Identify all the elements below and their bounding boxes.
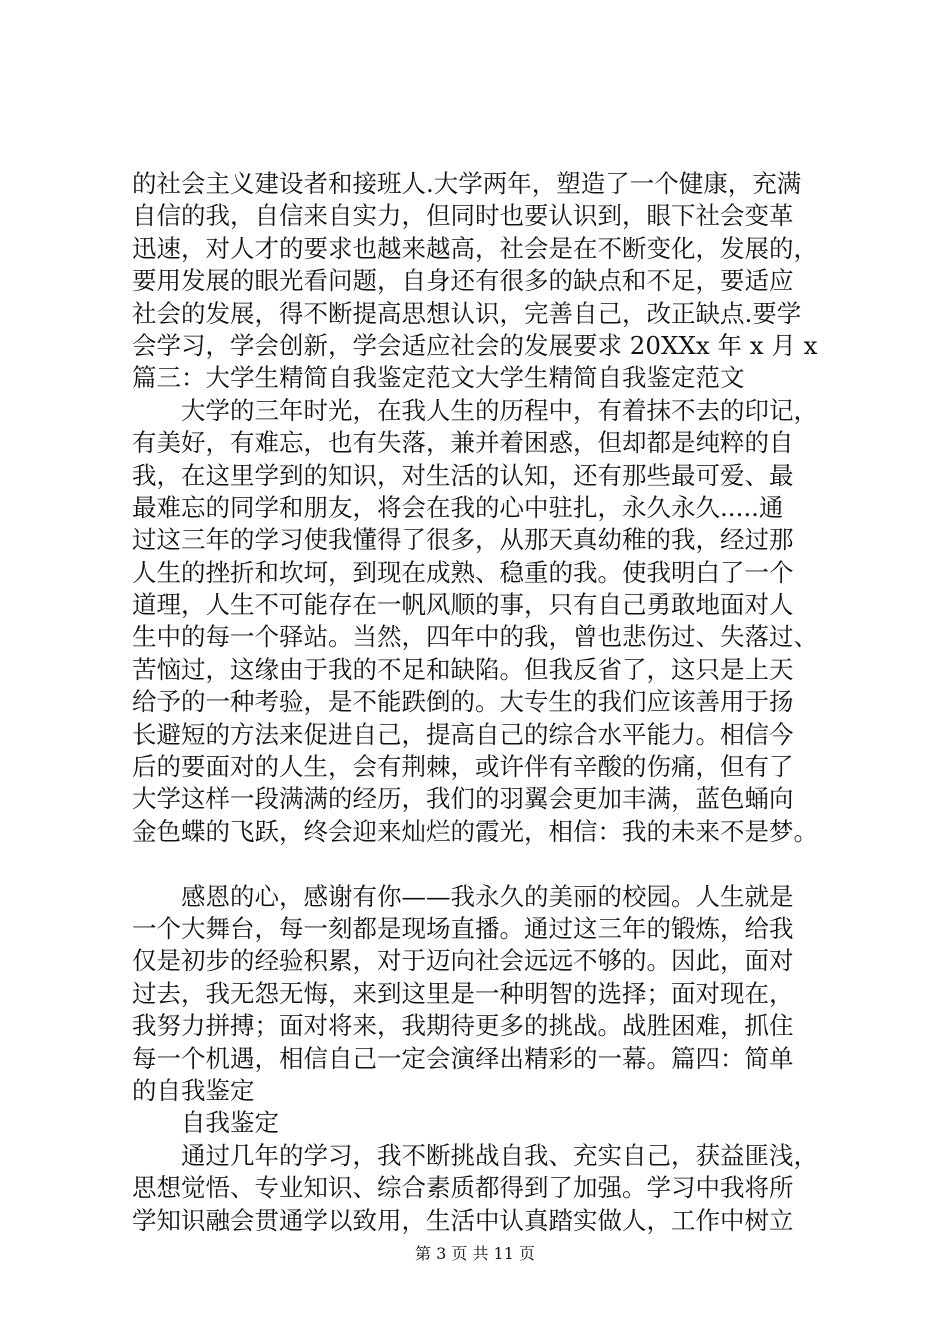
text-line: 过去，我无怨无悔，来到这里是一种明智的选择；面对现在，	[132, 978, 794, 1008]
text-line: 篇三：大学生精简自我鉴定范文大学生精简自我鉴定范文	[132, 363, 745, 393]
text-line: 一个大舞台，每一刻都是现场直播。通过这三年的锻炼，给我	[132, 913, 794, 943]
text-line: 我，在这里学到的知识，对生活的认知，还有那些最可爱、最	[132, 460, 794, 490]
text-line: 后的要面对的人生，会有荆棘，或许伴有辛酸的伤痛，但有了	[132, 752, 794, 782]
text-line: 会学习，学会创新，学会适应社会的发展要求 20XXx 年 x 月 x	[132, 330, 818, 360]
text-line: 有美好，有难忘，也有失落，兼并着困惑，但却都是纯粹的自	[132, 428, 794, 458]
text-line: 给予的一种考验，是不能跌倒的。大专生的我们应该善用于扬	[132, 687, 794, 717]
text-line: 自我鉴定	[181, 1108, 279, 1138]
document-body	[132, 168, 837, 1237]
text-line: 苦恼过，这缘由于我的不足和缺陷。但我反省了，这只是上天	[132, 654, 794, 684]
text-line: 迅速，对人才的要求也越来越高，社会是在不断变化，发展的，	[132, 233, 818, 263]
text-line: 道理，人生不可能存在一帆风顺的事，只有自己勇敢地面对人	[132, 590, 794, 620]
text-line: 社会的发展，得不断提高思想认识，完善自己，改正缺点.要学	[132, 298, 802, 328]
text-line: 感恩的心，感谢有你——我永久的美丽的校园。人生就是	[181, 881, 794, 911]
text-line: 的自我鉴定	[132, 1075, 255, 1105]
text-line: 金色蝶的飞跃，终会迎来灿烂的霞光，相信：我的未来不是梦。	[132, 816, 818, 846]
text-line: 长避短的方法来促进自己，提高自己的综合水平能力。相信今	[132, 719, 794, 749]
text-line: 大学的三年时光，在我人生的历程中，有着抹不去的印记，	[181, 395, 818, 425]
text-line: 最难忘的同学和朋友，将会在我的心中驻扎，永久永久.....通	[132, 492, 784, 522]
text-line: 生中的每一个驿站。当然，四年中的我，曾也悲伤过、失落过、	[132, 622, 818, 652]
text-line: 仅是初步的经验积累，对于迈向社会远远不够的。因此，面对	[132, 946, 794, 976]
text-line: 自信的我，自信来自实力，但同时也要认识到，眼下社会变革	[132, 201, 794, 231]
text-line: 每一个机遇，相信自己一定会演绎出精彩的一幕。篇四：简单	[132, 1043, 794, 1073]
text-line: 过这三年的学习使我懂得了很多，从那天真幼稚的我，经过那	[132, 525, 794, 555]
text-line: 通过几年的学习，我不断挑战自我、充实自己，获益匪浅，	[181, 1140, 818, 1170]
text-line: 人生的挫折和坎坷，到现在成熟、稳重的我。使我明白了一个	[132, 557, 794, 587]
text-line: 学知识融会贯通学以致用，生活中认真踏实做人，工作中树立	[132, 1205, 794, 1235]
text-line: 思想觉悟、专业知识、综合素质都得到了加强。学习中我将所	[132, 1173, 794, 1203]
text-line: 的社会主义建设者和接班人.大学两年，塑造了一个健康，充满	[132, 169, 802, 198]
text-line: 要用发展的眼光看问题，自身还有很多的缺点和不足，要适应	[132, 266, 794, 296]
text-line: 我努力拼搏；面对将来，我期待更多的挑战。战胜困难，抓住	[132, 1011, 794, 1041]
blank-line	[132, 848, 837, 880]
text-line: 大学这样一段满满的经历，我们的羽翼会更加丰满，蓝色蛹向	[132, 784, 794, 814]
page-footer: 第 3 页 共 11 页	[415, 1244, 535, 1263]
